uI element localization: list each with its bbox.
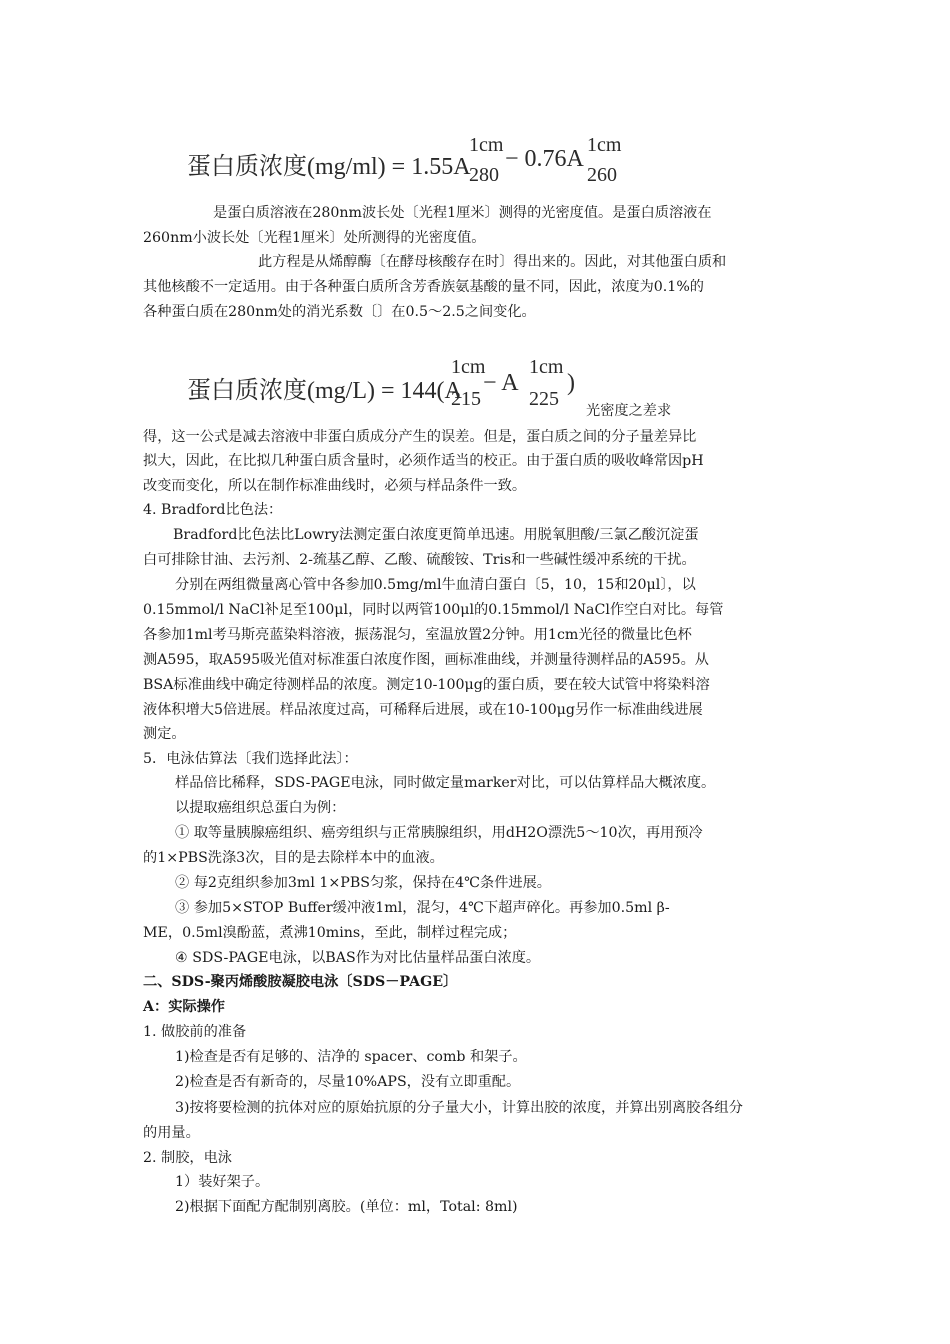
section-heading: 二、SDS-聚丙烯酸胺凝胶电泳〔SDS－PAGE〕: [143, 974, 458, 990]
text-line: 其他核酸不一定适用。由于各种蛋白质所含芳香族氨基酸的量不同，因此，浓度为0.1%的: [143, 279, 704, 295]
text-line: 的1×PBS洗涤3次，目的是去除样本中的血液。: [143, 850, 444, 866]
list-item: 1）装好架子。: [175, 1174, 270, 1190]
formula-protein-concentration-1: [187, 136, 647, 188]
formula-2-sub-2: 225: [529, 388, 559, 410]
section-heading: 4. Bradford比色法：: [143, 502, 283, 518]
formula-2-note: 光密度之差求: [586, 403, 672, 419]
subsection-heading: A：实际操作: [143, 999, 225, 1015]
text-line: 白可排除甘油、去污剂、2-巯基乙醇、乙酸、硫酸铵、Tris和一些碱性缓冲系统的干扰。: [143, 552, 696, 568]
text-line: 260nm小波长处〔光程1厘米〕处所测得的光密度值。: [143, 230, 486, 246]
list-item: ① 取等量胰腺癌组织、癌旁组织与正常胰腺组织，用dH2O漂洗5～10次，再用预冷: [175, 825, 703, 841]
text-line: 分别在两组微量离心管中各参加0.5mg/ml牛血清白蛋白〔5，10，15和20μl〕，以: [175, 577, 696, 593]
formula-2-sup-2: 1cm: [529, 356, 564, 378]
text-line: ME，0.5ml溴酚蓝，煮沸10mins，至此，制样过程完成；: [143, 925, 517, 941]
formula-1-sup-2: 1cm: [587, 134, 622, 156]
text-line: 测定。: [143, 726, 186, 742]
text-line: 各种蛋白质在280nm处的消光系数〔〕在0.5～2.5之间变化。: [143, 304, 536, 320]
text-line: 以提取癌组织总蛋白为例：: [175, 800, 346, 816]
formula-2-end: ): [567, 370, 575, 396]
formula-2-sup-1: 1cm: [451, 356, 486, 378]
text-line: 拟大，因此，在比拟几种蛋白质含量时，必须作适当的校正。由于蛋白质的吸收峰常因pH: [143, 453, 704, 469]
formula-1-sub-2: 260: [587, 164, 617, 186]
list-item: ③ 参加5×STOP Buffer缓冲液1ml，混匀，4℃下超声碎化。再参加0.5ml β-: [175, 900, 670, 916]
step-heading: 2. 制胶，电泳: [143, 1150, 232, 1166]
list-item: ④ SDS-PAGE电泳，以BAS作为对比估量样品蛋白浓度。: [175, 950, 541, 966]
text-line: 测A595，取A595吸光值对标准蛋白浓度作图，画标准曲线，并测量待测样品的A595。从: [143, 652, 709, 668]
text-line: 各参加1ml考马斯亮蓝染料溶液，振荡混匀，室温放置2分钟。用1cm光径的微量比色杯: [143, 627, 692, 643]
text-line: 0.15mmol/l NaCl补足至100μl，同时以两管100μl的0.15mmol/l NaCl作空白对比。每管: [143, 602, 724, 618]
formula-protein-concentration-2: [187, 356, 587, 412]
formula-1-lhs: 蛋白质浓度(mg/ml) = 1.55A: [187, 154, 471, 180]
text-line: BSA标准曲线中确定待测样品的浓度。测定10-100μg的蛋白质，要在较大试管中将染料溶: [143, 677, 710, 693]
step-heading: 1. 做胶前的准备: [143, 1024, 247, 1040]
text-line: Bradford比色法比Lowry法测定蛋白浓度更简单迅速。用脱氧胆酸/三氯乙酸沉淀蛋: [173, 527, 699, 543]
list-item: 2)检查是否有新奇的，尽量10%APS，没有立即重配。: [175, 1074, 521, 1090]
text-line: 此方程是从烯醇酶〔在酵母核酸存在时〕得出来的。因此，对其他蛋白质和: [258, 254, 727, 270]
text-line: 改变而变化，所以在制作标准曲线时，必须与样品条件一致。: [143, 478, 527, 494]
formula-1-sup-1: 1cm: [469, 134, 504, 156]
text-line: 液体积增大5倍进展。样品浓度过高，可稀释后进展，或在10-100μg另作一标准曲线进展: [143, 702, 703, 718]
formula-2-lhs: 蛋白质浓度(mg/L) = 144(A: [187, 378, 462, 404]
formula-2-sub-1: 215: [451, 388, 481, 410]
section-heading: 5．电泳估算法〔我们选择此法〕：: [143, 751, 358, 767]
formula-1-sub-1: 280: [469, 164, 499, 186]
formula-1-mid: − 0.76A: [505, 146, 584, 172]
list-item: 1)检查是否有足够的、洁净的 spacer、comb 和架子。: [175, 1049, 527, 1065]
text-line: 的用量。: [143, 1125, 200, 1141]
list-item: ② 每2克组织参加3ml 1×PBS匀浆，保持在4℃条件进展。: [175, 875, 551, 891]
list-item: 2)根据下面配方配制别离胶。(单位：ml，Total: 8ml): [175, 1199, 518, 1215]
list-item: 3)按将要检测的抗体对应的原始抗原的分子量大小，计算出胶的浓度，并算出别离胶各组分: [175, 1100, 743, 1116]
text-line: 得，这一公式是减去溶液中非蛋白质成分产生的误差。但是，蛋白质之间的分子量差异比: [143, 429, 697, 445]
text-line: 样品倍比稀释，SDS-PAGE电泳，同时做定量marker对比，可以估算样品大概浓度。: [175, 775, 716, 791]
formula-2-mid: − A: [483, 370, 519, 396]
text-line: 是蛋白质溶液在280nm波长处〔光程1厘米〕测得的光密度值。是蛋白质溶液在: [213, 205, 712, 221]
